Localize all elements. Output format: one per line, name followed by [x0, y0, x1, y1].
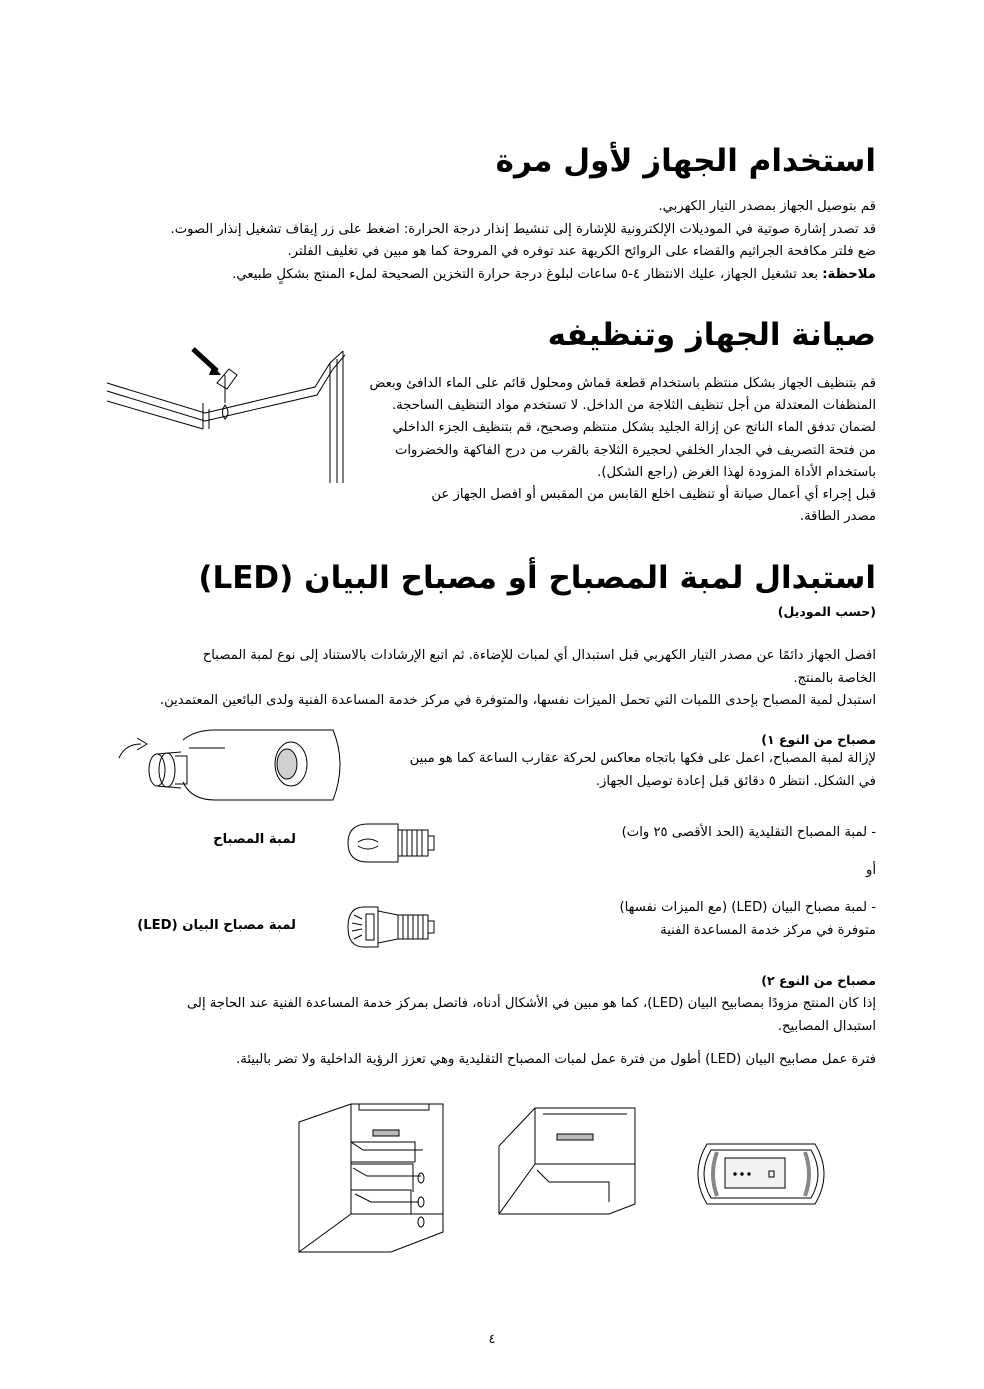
text-line: إذا كان المنتج مزودًا بمصابيح البيان (LED)، كما هو مبين في الأشكال أدناه، فاتصل بمركز خدمة المساعدة الفنية عند الحاجة إلى — [186, 996, 876, 1011]
led-bulb-label: لمبة مصباح البيان (LED) — [137, 918, 296, 933]
led-benefit-text: فترة عمل مصابيح البيان (LED) أطول من فترة عمل لمبات المصباح التقليدية وهي تعزز الرؤية الداخلية ولا تضر بالبيئة. — [236, 1052, 876, 1067]
text-line: قم بتوصيل الجهاز بمصدر التيار الكهربي. — [658, 199, 876, 214]
section-title-first-use: استخدام الجهاز لأول مرة — [495, 143, 876, 179]
text-line: باستخدام الأداة المزودة لهذا الغرض (راجع الشكل). — [597, 464, 876, 480]
type1-body — [356, 748, 876, 793]
incandescent-bulb-icon — [346, 822, 436, 864]
subtitle-by-model: (حسب الموديل) — [777, 604, 876, 619]
lamp-replacement-body — [96, 645, 876, 713]
text-line: قم بتنظيف الجهاز بشكل منتظم باستخدام قطعة قماش ومحلول قائم على الماء الدافئ وبعض — [369, 376, 876, 391]
incandescent-bulb-label: لمبة المصباح — [213, 832, 296, 847]
text-line: من فتحة التصريف في الجدار الخلفي لحجيرة الثلاجة بالقرب من درج الفاكهة والخضروات — [394, 442, 876, 458]
compartment-led-illustration — [497, 1106, 637, 1216]
drain-hole-cleaning-illustration — [105, 343, 350, 483]
page-number: ٤ — [488, 1332, 496, 1347]
text-line: استبدل لمبة المصباح بإحدى اللمبات التي تحمل الميزات نفسها، والمتوفرة في مركز خدمة المساعدة الفنية ولدى البائعين المعتمدين. — [159, 693, 876, 708]
text-line: لإزالة لمبة المصباح، اعمل على فكها باتجاه معاكس لحركة عقارب الساعة كما هو مبين — [409, 751, 876, 766]
lamp-cover-removal-illustration — [115, 726, 345, 804]
type2-heading: مصباح من النوع ٢) — [761, 973, 876, 988]
type1-heading: مصباح من النوع ١) — [761, 732, 876, 747]
text-line: الخاصة بالمنتج. — [793, 670, 876, 686]
incandescent-bulb-text: - لمبة المصباح التقليدية (الحد الأقصى ٢٥ وات) — [621, 825, 876, 840]
note-line — [96, 264, 876, 287]
led-bulb-icon — [346, 905, 436, 949]
maintenance-body — [356, 373, 876, 528]
text-line: ضع فلتر مكافحة الجراثيم والقضاء على الروائح الكريهة عند توفره في المروحة كما هو مبين في تغليف الفلتر. — [287, 244, 876, 259]
text-line: قبل إجراء أي أعمال صيانة أو تنظيف اخلع القابس من المقبس أو افصل الجهاز عن — [431, 487, 876, 503]
text-line: مصدر الطاقة. — [799, 509, 876, 525]
text-line: لضمان تدفق الماء الناتج عن إزالة الجليد بشكل منتظم وصحيح، قم بتنظيف الجزء الداخلي — [392, 420, 876, 436]
led-module-illustration — [687, 1142, 835, 1206]
type2-body — [96, 993, 876, 1038]
or-text: أو — [865, 863, 876, 878]
text-line: قد تصدر إشارة صوتية في الموديلات الإلكترونية للإشارة إلى تنشيط إنذار درجة الحرارة: اضغط على زر إيقاف تشغيل إنذار الصوت. — [170, 221, 876, 237]
section-title-lamp-replacement: استبدال لمبة المصباح أو مصباح البيان (LED) — [198, 560, 876, 596]
text-line: افصل الجهاز دائمًا عن مصدر التيار الكهربي قبل استبدال أي لمبات للإضاءة. ثم اتبع الإرشادات بالاستناد إلى نوع لمبة المصباح — [202, 648, 876, 663]
text-line: متوفرة في مركز خدمة المساعدة الفنية — [660, 922, 876, 938]
text-line: - لمبة مصباح البيان (LED) (مع الميزات نفسها) — [619, 900, 876, 915]
led-bulb-text — [476, 897, 876, 942]
fridge-led-illustration — [297, 1102, 447, 1254]
text-line: في الشكل. انتظر ٥ دقائق قبل إعادة توصيل الجهاز. — [595, 773, 876, 789]
first-use-body — [96, 196, 876, 286]
note-text: بعد تشغيل الجهاز، عليك الانتظار ٤-٥ ساعات لبلوغ درجة حرارة التخزين الصحيحة لملء المنتج بشكلٍ طبيعي. — [232, 266, 823, 282]
section-title-maintenance: صيانة الجهاز وتنظيفه — [547, 317, 876, 353]
text-line: المنظفات المعتدلة من أجل تنظيف الثلاجة من الداخل. لا تستخدم مواد التنظيف الساحجة. — [391, 398, 876, 414]
note-label: ملاحظة: — [822, 266, 876, 282]
text-line: استبدال المصابيح. — [777, 1018, 876, 1034]
